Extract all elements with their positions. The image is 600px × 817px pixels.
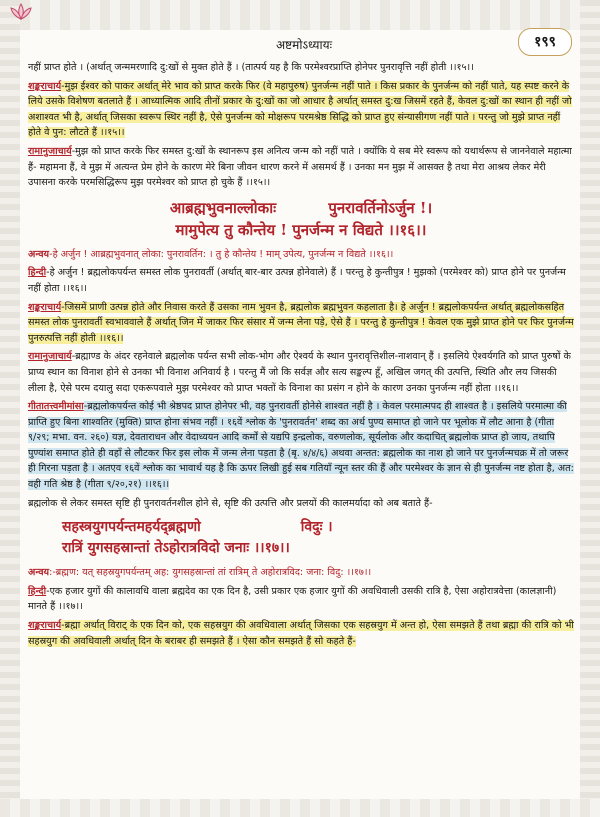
verse-line: रात्रिं युगसहस्रान्तां तेऽहोरात्रविदो जनाः ।।१७।। <box>62 540 290 557</box>
paragraph-hindi-17: हिन्दी-एक हजार युगों की कालावधि वाला ब्रह्मदेव का एक दिन है, उसी प्रकार एक हजार युगों की अवधिवाली उसकी रात्रि है, ऐसा अहोरात्रवेत्ता (कालज्ञानी) मानते हैं ।।१७।। <box>28 585 557 613</box>
paragraph-continued: नहीं प्राप्त होते । (अर्थात् जन्ममरणादि दु:खों से मुक्त होते हैं । (तात्पर्य यह है कि परमेश्वरप्राप्ति होनेपर पुनरावृत्ति नहीं होती ।।१५।। <box>28 62 474 73</box>
page-content <box>28 60 574 652</box>
hindi-label: हिन्दी <box>28 267 47 279</box>
paragraph-anvay-16: अन्वय-हे अर्जुन ! आब्रह्मभुवनात् लोका: पुनरावर्तिन: । तु हे कौन्तेय ! माम् उपेत्य, पुनर्जन्म न विद्यते ।।१६।। <box>28 248 394 260</box>
verse-line: मामुपेत्य तु कौन्तेय ! पुनर्जन्म न विद्यते ।।१६।। <box>175 220 427 239</box>
commentator-label: शङ्कराचार्य <box>28 301 62 313</box>
anvay-label: अन्वय <box>28 248 50 260</box>
anvay-label: अन्वय <box>28 567 50 579</box>
verse-16 <box>28 197 574 241</box>
verse-line: सहस्त्रयुगपर्यन्तमहर्यद्ब्रह्मणो विदुः । <box>62 519 333 536</box>
paragraph-ramanujacharya-16: रामानुजाचार्य-ब्रह्माण्ड के अंदर रहनेवाले ब्रह्मलोक पर्यन्त सभी लोक-भोग और ऐश्वर्य के स्थान पुनरावृत्तिशील-नाशवान् हैं । इसलिये ऐश्वर्यगति को प्राप्त पुरुषों के प्राप्य स्थान का विनाश होने से उनका भी विनाश अनिवार्य है । परन्तु मैं जो कि सर्वज्ञ और सत्य सङ्कल्प हूँ, अखिल जगत् की उत्पत्ति, स्थिति और लय जिसकी लीला है, ऐसे परम दयालु सदा एकरूपवाले मुझ परमेश्वर को प्राप्त भक्तों के विनाश का प्रसंग न होने के कारण उनका पुनर्जन्म नहीं होता ।।१६।। <box>28 351 571 394</box>
lotus-ornament-icon <box>8 2 34 22</box>
page-header <box>36 30 572 58</box>
commentator-label: रामानुजाचार्य <box>28 351 72 363</box>
top-decorative-border <box>0 0 600 30</box>
hindi-label: हिन्दी <box>28 585 47 597</box>
paragraph-ramanujacharya-15: रामानुजाचार्य-मुझ को प्राप्त करके फिर समस्त दु:खों के स्थानरूप इस अनित्य जन्म को नहीं पाते । क्योंकि ये सब मेरे स्वरूप को यथार्थरूप से जाननेवाले महात्मा हैं- महामना हैं, वे मुझ में अत्यन्त प्रेम होने के कारण मेरे बिना जीवन धारण करने में असमर्थ हैं । उनका मन मुझ में आसक्त है तथा मेरा आश्रय लेकर मेरी उपासना करके परमसिद्धिरूप मुझ परमेश्वर को प्राप्त हो चुके हैं ।।१५।। <box>28 145 572 189</box>
paragraph-shankaracharya-16: शङ्कराचार्य-जिसमें प्राणी उत्पन्न होते और निवास करते हैं उसका नाम भुवन है, ब्रह्मलोक ब्रह्मभुवन कहलाता है। हे अर्जुन ! ब्रह्मलोकपर्यन्त अर्थात् ब्रह्मलोकसहित समस्त लोक पुनरावर्ती स्वभाववाले हैं अर्थात् जिन में जाकर फिर संसार में जन्म लेना पड़े, ऐसे हैं । परन्तु हे कुन्तीपुत्र ! केवल एक मुझे प्राप्त होने पर फिर पुनर्जन्म पुनरुत्पत्ति नहीं होती ।।१६।। <box>28 301 574 344</box>
page-number: १९९ <box>518 28 572 56</box>
paragraph-hindi-16: हिन्दी-हे अर्जुन ! ब्रह्मलोकपर्यन्त समस्त लोक पुनरावर्ती (अर्थात् बार-बार उत्पन्न होनेवाले) हैं । परन्तु हे कुन्तीपुत्र ! मुझको (परमेश्वर को) प्राप्त होने पर पुनर्जन्म नहीं होता ।।१६।। <box>28 267 566 294</box>
right-decorative-border <box>580 0 600 817</box>
paragraph-anvay-17: अन्वय:-ब्रह्मण: यत् सहस्रयुगपर्यन्तम् अह: युगसहस्रान्तां तां रात्रिम् ते अहोरात्रविद: जना: विदु: ।।१७।। <box>28 567 372 579</box>
paragraph-shankaracharya-17: शङ्कराचार्य-ब्रह्मा अर्थात् विराट् के एक दिन को, एक सहस्रयुग की अवधिवाला अर्थात् जिसका एक सहस्रयुग में अन्त हो, ऐसा समझते हैं तथा ब्रह्मा की रात्रि को भी सहस्रयुग की अवधिवाली अर्थात् दिन के बराबर ही समझते हैं । ऐसा कौन समझते हैं सो कहते हैं- <box>28 620 574 647</box>
verse-line: आब्रह्मभुवनाल्लोकाः पुनरावर्तिनोऽर्जुन !। <box>169 198 433 217</box>
paragraph-gitatattva-16: गीतातत्त्वमीमांसा-ब्रह्मलोकपर्यन्त कोई भी श्रेष्ठपद प्राप्त होनेपर भी, वह पुनरावर्ती होनेसे शाश्वत नहीं है । केवल परमात्मपद ही शाश्वत है । इसलिये परमात्मा की प्राप्ति हुए बिना शाश्वतिर (मुक्ति) प्राप्त होना संभव नहीं । १६वें श्लोक के 'पुनरावर्तन' शब्द का अर्थ पुण्य समाप्त हो जाने पर भूलोक में लौट आना है (गीता ९/२९; मभा. वन. २६०) यज्ञ, देवताराधन और वेदाध्ययन आदि कर्मों से यद्यपि इन्द्रलोक, वरुणलोक, सूर्यलोक और कदाचित् ब्रह्मलोक प्राप्त हो जाय, तथापि पुण्यांश समाप्त होते ही वहाँ से लौटकर फिर इस लोक में जन्म लेना पड़ता है (बृ. ४/४/६) अथवा अन्तत: ब्रह्मलोक का नाश हो जाने पर पुनर्जन्मचक्र में तो जरूर ही गिरना पड़ता है । अतएव १६वें श्लोक का भावार्थ यह है कि ऊपर लिखी हुई सब गतियाँ न्यून स्तर की हैं और परमेश्वर के ज्ञान से ही पुनर्जन्म नष्ट होता है, अत: वही गति श्रेष्ठ है (गीता ९/२०,२१) ।।१६।। <box>28 401 574 491</box>
commentator-label: शङ्कराचार्य <box>28 80 62 92</box>
commentator-label: गीतातत्त्वमीमांसा <box>28 401 84 413</box>
commentator-label: शङ्कराचार्य <box>28 620 62 632</box>
paragraph-intro-17: ब्रह्मलोक से लेकर समस्त सृष्टि ही पुनरावर्तनशील होने से, सृष्टि की उत्पत्ति और प्रलयों की कालमर्यादा को अब बताते हैं- <box>28 497 433 509</box>
paragraph-shankaracharya-15: शङ्कराचार्य-मुझ ईश्वर को पाकर अर्थात् मेरे भाव को प्राप्त करके फिर (वे महापुरुष) पुनर्जन्म नहीं पाते । किस प्रकार के पुनर्जन्म को नहीं पाते, यह स्पष्ट करने के लिये उसके विशेषण बतलाते हैं । आध्यात्मिक आदि तीनों प्रकार के दु:खों का जो आधार है अर्थात् समस्त दु:ख जिसमें रहते हैं, केवल दु:खों का स्थान ही नहीं जो अशाश्वत भी है, अर्थात् जिसका स्वरूप स्थिर नहीं है, ऐसे पुनर्जन्म को मोक्षरूप परमश्रेष्ठ सिद्धि को प्राप्त हुए संन्यासीगण नहीं पाते । परन्तु जो मुझे प्राप्त नहीं होते वे पुन: लौटते हैं ।।१५।। <box>28 80 572 139</box>
chapter-title: अष्टमोऽध्यायः <box>275 38 333 52</box>
commentator-label: रामानुजाचार्य <box>28 145 72 157</box>
bottom-decorative-border <box>0 799 600 817</box>
verse-17 <box>28 517 574 559</box>
left-decorative-border <box>0 0 20 817</box>
